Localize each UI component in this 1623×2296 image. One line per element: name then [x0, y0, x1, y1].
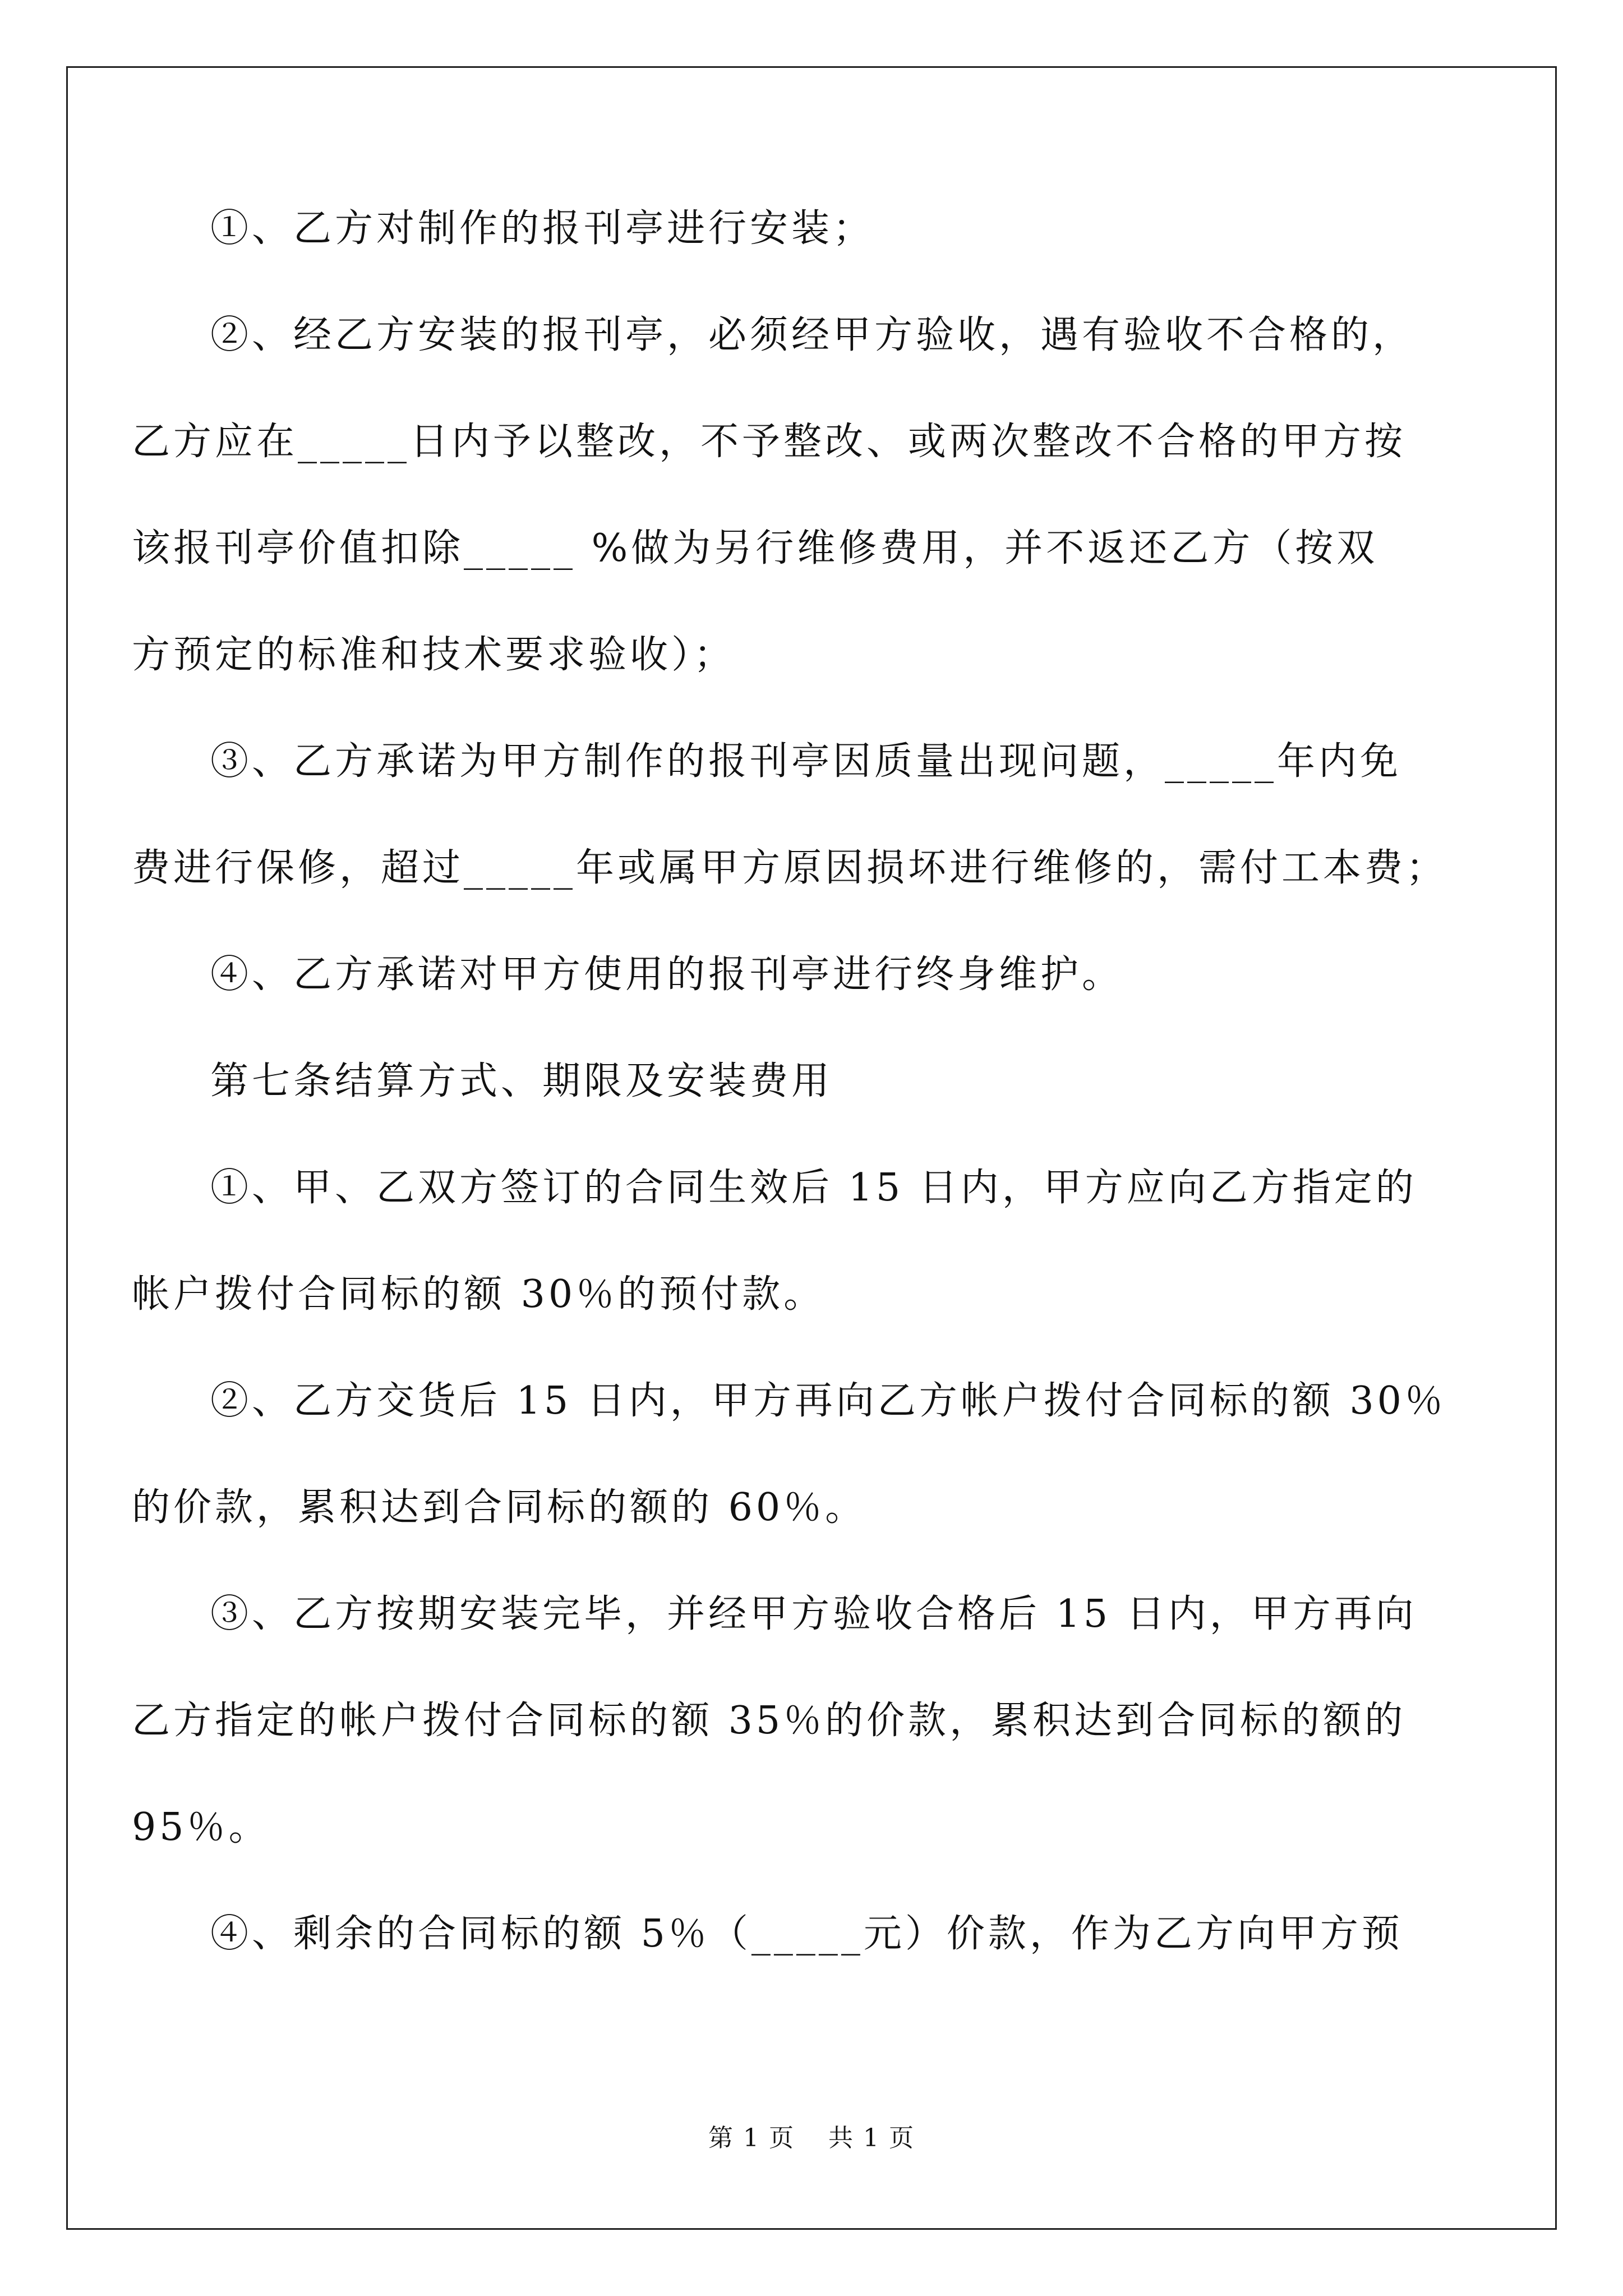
- page-total: 共 1 页: [828, 2124, 915, 2152]
- paragraph-line: ③、乙方按期安装完毕，并经甲方验收合格后 15 日内，甲方再向: [210, 1592, 1417, 1636]
- paragraph-line: 方预定的标准和技术要求验收）；: [132, 633, 736, 677]
- paragraph-line: 该报刊亭价值扣除_____ %做为另行维修费用，并不返还乙方（按双: [132, 526, 1378, 570]
- section-heading: 第七条结算方式、期限及安装费用: [210, 1059, 833, 1103]
- paragraph-line: 费进行保修，超过_____年或属甲方原因损坏进行维修的，需付工本费；: [132, 846, 1448, 890]
- paragraph-line: 乙方应在_____日内予以整改，不予整改、或两次整改不合格的甲方按: [132, 420, 1407, 464]
- paragraph-line: 的价款，累积达到合同标的额的 60％。: [132, 1485, 867, 1530]
- page-footer: [0, 2118, 1623, 2154]
- page-border: [66, 66, 1557, 2230]
- paragraph-line: ②、经乙方安装的报刊亭，必须经甲方验收，遇有验收不合格的，: [210, 313, 1414, 357]
- paragraph-line: ①、乙方对制作的报刊亭进行安装；: [210, 206, 875, 251]
- page-number: 第 1 页: [708, 2124, 795, 2152]
- paragraph-line: 帐户拨付合同标的额 30％的预付款。: [132, 1272, 826, 1317]
- paragraph-line: ①、甲、乙双方签订的合同生效后 15 日内，甲方应向乙方指定的: [210, 1166, 1417, 1210]
- paragraph-line: ④、乙方承诺对甲方使用的报刊亭进行终身维护。: [210, 953, 1124, 997]
- paragraph-line: ④、剩余的合同标的额 5％（_____元）价款，作为乙方向甲方预: [210, 1912, 1403, 1956]
- paragraph-line: ③、乙方承诺为甲方制作的报刊亭因质量出现问题，_____年内免: [210, 739, 1402, 784]
- paragraph-line: 95％。: [132, 1805, 270, 1849]
- paragraph-line: 乙方指定的帐户拨付合同标的额 35％的价款，累积达到合同标的额的: [132, 1699, 1407, 1743]
- paragraph-line: ②、乙方交货后 15 日内，甲方再向乙方帐户拨付合同标的额 30％: [210, 1379, 1446, 1423]
